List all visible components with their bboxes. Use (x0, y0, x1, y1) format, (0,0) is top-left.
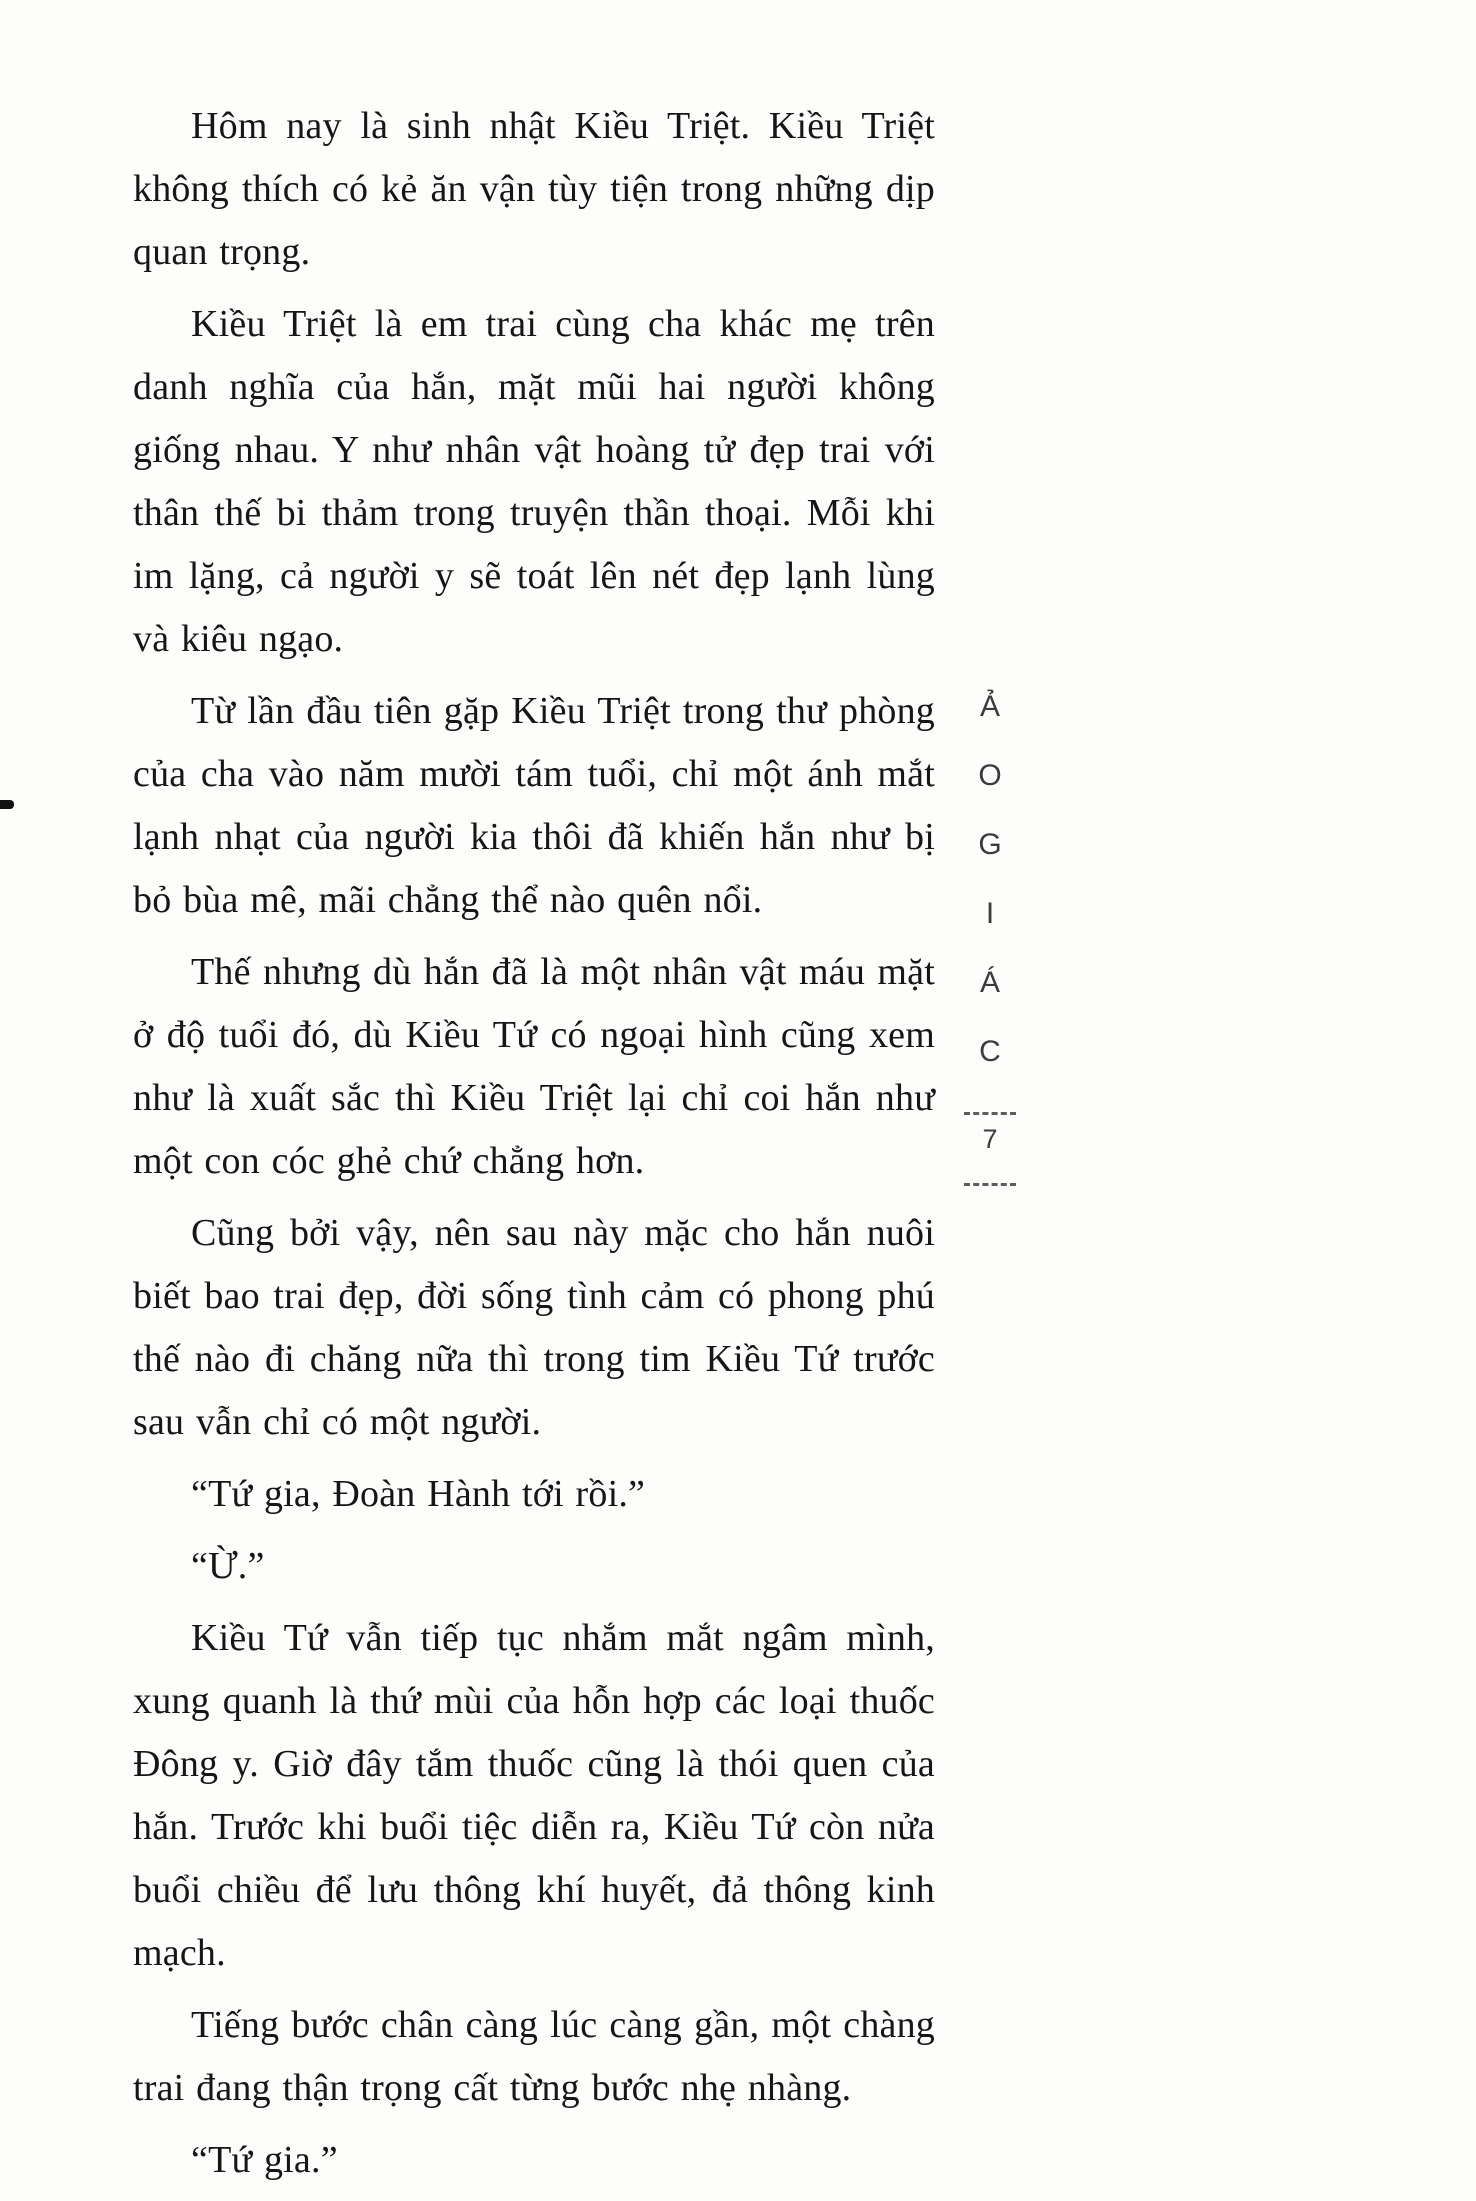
page-number: 7 (982, 1124, 998, 1154)
sidebar-letter: G (978, 828, 1002, 861)
sidebar-letter: I (985, 897, 995, 930)
scan-artifact (0, 800, 14, 809)
paragraph: Cũng bởi vậy, nên sau này mặc cho hắn nuôi biết bao trai đẹp, đời sống tình cảm có phong phú thế nào đi chăng nữa thì trong tim Kiều Tứ trước sau vẫn chỉ có một người. (133, 1212, 935, 1443)
page-text-column (133, 95, 935, 2201)
paragraph: Từ lần đầu tiên gặp Kiều Triệt trong thư phòng của cha vào năm mười tám tuổi, chỉ một ánh mắt lạnh nhạt của người kia thôi đã khiến hắn như bị bỏ bùa mê, mãi chẳng thể nào quên nổi. (133, 690, 935, 921)
sidebar-letter: O (978, 759, 1002, 792)
paragraph: Tiếng bước chân càng lúc càng gần, một chàng trai đang thận trọng cất từng bước nhẹ nhàng. (133, 2004, 935, 2109)
dialog-line: “Tứ gia.” (191, 2139, 338, 2181)
paragraph: Kiều Triệt là em trai cùng cha khác mẹ trên danh nghĩa của hắn, mặt mũi hai người không giống nhau. Y như nhân vật hoàng tử đẹp trai với thân thế bi thảm trong truyện thần thoại. Mỗi khi im lặng, cả người y sẽ toát lên nét đẹp lạnh lùng và kiêu ngạo. (133, 303, 935, 660)
paragraph: Kiều Tứ vẫn tiếp tục nhắm mắt ngâm mình, xung quanh là thứ mùi của hỗn hợp các loại thuốc Đông y. Giờ đây tắm thuốc cũng là thói quen của hắn. Trước khi buổi tiệc diễn ra, Kiều Tứ còn nửa buổi chiều để lưu thông khí huyết, đả thông kinh mạch. (133, 1617, 935, 1974)
paragraph: Hôm nay là sinh nhật Kiều Triệt. Kiều Triệt không thích có kẻ ăn vận tùy tiện trong những dịp quan trọng. (133, 105, 935, 273)
paragraph: Thế nhưng dù hắn đã là một nhân vật máu mặt ở độ tuổi đó, dù Kiều Tứ có ngoại hình cũng xem như là xuất sắc thì Kiều Triệt lại chỉ coi hắn như một con cóc ghẻ chứ chẳng hơn. (133, 951, 935, 1182)
sidebar-letter: C (979, 1035, 1001, 1068)
sidebar-letter: Á (979, 966, 1000, 999)
divider-dash-bottom (964, 1183, 1016, 1186)
divider-dash-top (964, 1112, 1016, 1115)
book-title-sidebar (950, 672, 1030, 1192)
dialog-line: “Ừ.” (191, 1545, 265, 1587)
sidebar-letter: Ả (979, 690, 1000, 723)
dialog-line: “Tứ gia, Đoàn Hành tới rồi.” (191, 1473, 646, 1515)
